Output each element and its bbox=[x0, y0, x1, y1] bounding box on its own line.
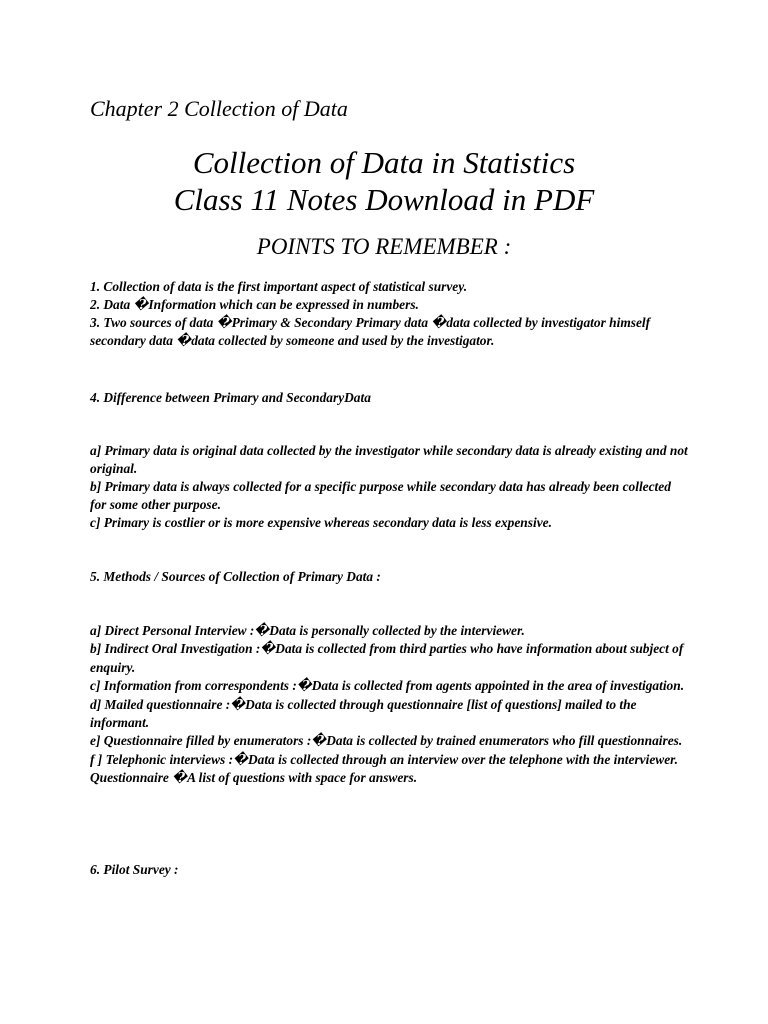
section-4-heading: 4. Difference between Primary and SecondaryData bbox=[90, 390, 371, 405]
title-line-2: Class 11 Notes Download in PDF bbox=[173, 182, 595, 217]
section-4-item-a: a] Primary data is original data collected by the investigator while secondary data is already existing and not original. bbox=[90, 443, 688, 476]
point-2: 2. Data �Information which can be expressed in numbers. bbox=[90, 297, 419, 312]
point-3: 3. Two sources of data �Primary & Secondary Primary data �data collected by investigator himself secondary data �data collected by someone and used by the investigator. bbox=[90, 315, 651, 348]
section-5-item-f: f ] Telephonic interviews :�Data is collected through an interview over the telephone with the interviewer. Questionnaire �A list of questions with space for answers. bbox=[90, 751, 678, 786]
section-4-items bbox=[90, 442, 690, 532]
section-4-item-b: b] Primary data is always collected for a specific purpose while secondary data has already been collected for some other purpose. bbox=[90, 479, 671, 512]
section-5-heading-block bbox=[90, 568, 690, 586]
points-heading: POINTS TO REMEMBER : bbox=[256, 234, 512, 259]
point-1: 1. Collection of data is the first important aspect of statistical survey. bbox=[90, 279, 468, 294]
section-4-item-c: c] Primary is costlier or is more expensive whereas secondary data is less expensive. bbox=[90, 515, 552, 530]
chapter-heading: Chapter 2 Collection of Data bbox=[90, 96, 348, 121]
intro-points bbox=[90, 278, 690, 350]
section-5-item-a: a] Direct Personal Interview :�Data is personally collected by the interviewer. bbox=[90, 623, 525, 638]
section-5-item-b: b] Indirect Oral Investigation :�Data is collected from third parties who have information about subject of enquiry. bbox=[90, 641, 684, 675]
section-6-heading: 6. Pilot Survey : bbox=[90, 862, 179, 877]
section-4-heading-block bbox=[90, 389, 690, 407]
section-5-item-c: c] Information from correspondents :�Data is collected from agents appointed in the area of investigation. bbox=[90, 678, 685, 694]
section-5-heading: 5. Methods / Sources of Collection of Primary Data : bbox=[90, 569, 381, 584]
section-5-item-d: d] Mailed questionnaire :�Data is collected through questionnaire [list of questions] mailed to the informant. bbox=[90, 696, 637, 731]
title-line-1: Collection of Data in Statistics bbox=[192, 145, 576, 180]
section-5-items bbox=[90, 622, 690, 788]
section-6-heading-block bbox=[90, 861, 690, 879]
section-5-item-e: e] Questionnaire filled by enumerators :�Data is collected by trained enumerators who fill questionnaires. bbox=[90, 733, 683, 749]
document-title bbox=[0, 144, 768, 218]
